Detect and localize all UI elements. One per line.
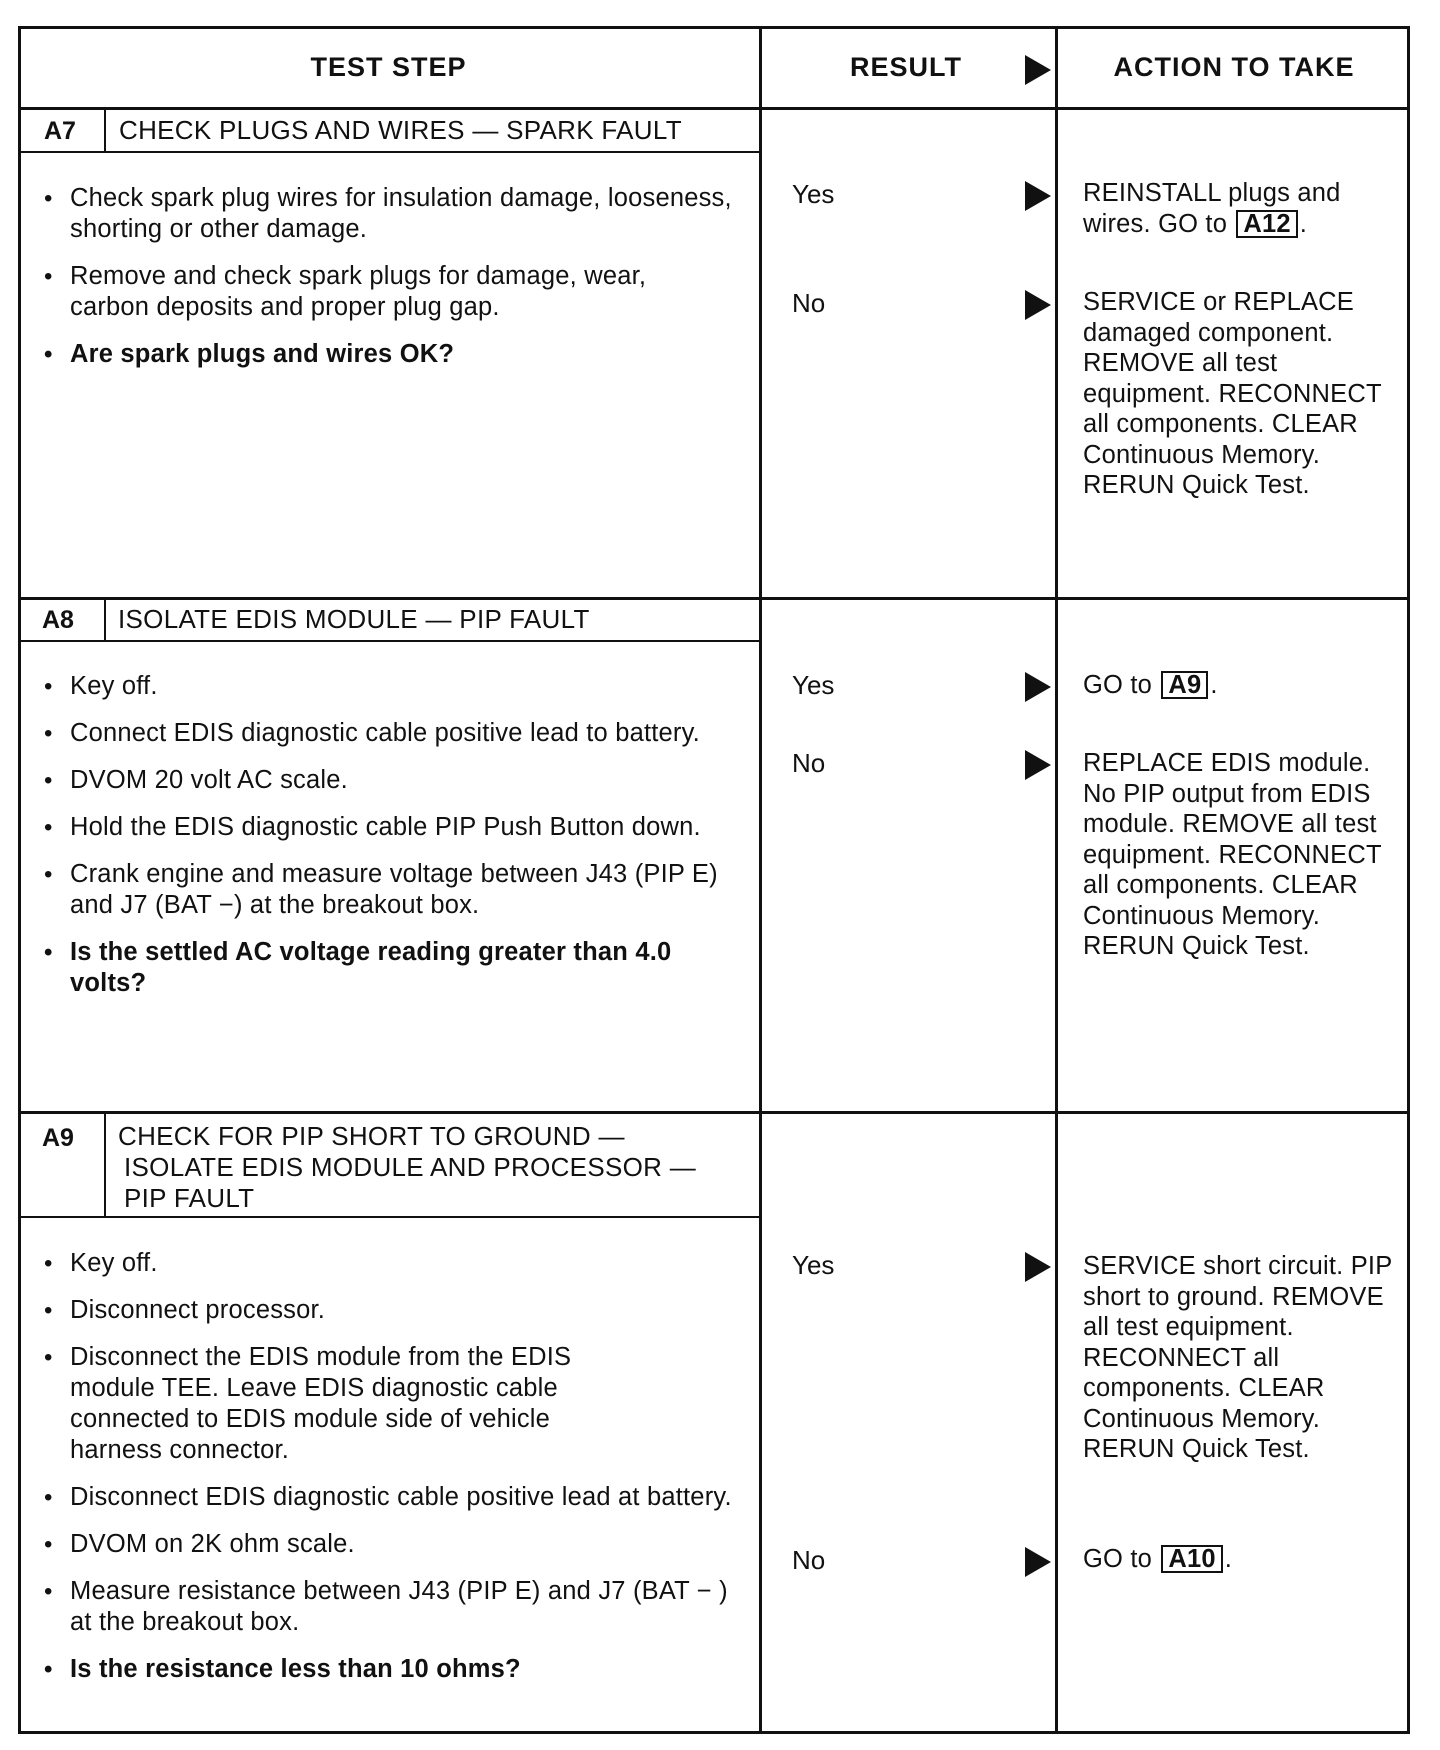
arrow-icon xyxy=(1025,1252,1051,1282)
column-divider-action xyxy=(1055,26,1058,1734)
header-result: RESULT xyxy=(850,51,962,82)
action-no: SERVICE or REPLACE damaged component. REMOVE all test equipment. RECONNECT all components. CLEAR Continuous Memory. RERUN Quick Test. xyxy=(1083,288,1382,499)
action-yes: SERVICE short circuit. PIP short to ground. REMOVE all test equipment. RECONNECT all components. CLEAR Continuous Memory. RERUN Quick Test. xyxy=(1083,1252,1392,1463)
step-title-line: PIP FAULT xyxy=(124,1183,255,1213)
instruction-item: • Crank engine and measure voltage between J43 (PIP E) and J7 (BAT −) at the breakout box. xyxy=(42,859,732,921)
action-yes xyxy=(1083,670,1403,701)
step-instructions xyxy=(42,671,732,1015)
step-id: A8 xyxy=(42,606,74,634)
step-title-line: ISOLATE EDIS MODULE AND PROCESSOR — xyxy=(124,1152,697,1182)
arrow-icon xyxy=(1025,290,1051,320)
action-yes xyxy=(1083,178,1403,239)
instruction-item: • DVOM on 2K ohm scale. xyxy=(42,1529,732,1560)
step-title: ISOLATE EDIS MODULE — PIP FAULT xyxy=(118,604,590,634)
result-yes: Yes xyxy=(792,670,835,700)
arrow-icon xyxy=(1025,750,1051,780)
instruction-item: • Measure resistance between J43 (PIP E) and J7 (BAT − ) at the breakout box. xyxy=(42,1576,732,1638)
column-divider-result xyxy=(759,26,762,1734)
step-title: CHECK PLUGS AND WIRES — SPARK FAULT xyxy=(119,115,682,145)
instruction-item: • Key off. xyxy=(42,671,732,702)
row-divider-a9 xyxy=(18,1111,1410,1114)
step-reference-a9[interactable]: A9 xyxy=(1161,671,1208,699)
step-reference-a10[interactable]: A10 xyxy=(1161,1545,1222,1573)
instruction-item: • Key off. xyxy=(42,1248,732,1279)
step-instructions xyxy=(42,1248,732,1701)
instruction-item: • Hold the EDIS diagnostic cable PIP Push Button down. xyxy=(42,812,732,843)
arrow-icon xyxy=(1025,1547,1051,1577)
action-no: REPLACE EDIS module. No PIP output from EDIS module. REMOVE all test equipment. RECONNECT all components. CLEAR Continuous Memory. RERUN Quick Test. xyxy=(1083,749,1382,960)
step-title-underline xyxy=(18,1216,759,1218)
step-question: • Is the settled AC voltage reading greater than 4.0 volts? xyxy=(42,937,732,999)
step-title-underline xyxy=(18,151,759,153)
action-text-end: . xyxy=(1224,1545,1233,1573)
instruction-item: • Check spark plug wires for insulation damage, looseness, shorting or other damage. xyxy=(42,183,732,245)
arrow-icon xyxy=(1025,181,1051,211)
result-yes: Yes xyxy=(792,179,835,209)
result-yes: Yes xyxy=(792,1250,835,1280)
action-text-end: . xyxy=(1299,209,1308,238)
instruction-item: • Disconnect the EDIS module from the EDIS module TEE. Leave EDIS diagnostic cable connected to EDIS module side of vehicle harness connector. xyxy=(42,1342,732,1466)
step-id-divider xyxy=(104,599,106,641)
instruction-item: • Disconnect processor. xyxy=(42,1295,732,1326)
step-id: A9 xyxy=(42,1124,74,1152)
action-text: GO to xyxy=(1083,1545,1153,1573)
step-question: • Are spark plugs and wires OK? xyxy=(42,339,732,370)
instruction-item: • Remove and check spark plugs for damage, wear, carbon deposits and proper plug gap. xyxy=(42,261,732,323)
result-no: No xyxy=(792,748,826,778)
action-no xyxy=(1083,1544,1403,1575)
step-instructions xyxy=(42,183,732,386)
header-action: ACTION TO TAKE xyxy=(1113,51,1355,82)
step-title xyxy=(118,1121,696,1214)
action-text: REINSTALL plugs and wires. GO to xyxy=(1083,179,1341,238)
step-reference-a12[interactable]: A12 xyxy=(1236,210,1297,238)
action-text: GO to xyxy=(1083,671,1153,699)
arrow-icon xyxy=(1025,672,1051,702)
arrow-icon xyxy=(1025,55,1051,85)
step-title-underline xyxy=(18,640,759,642)
header-test-step: TEST STEP xyxy=(310,51,467,82)
step-id-divider xyxy=(104,1113,106,1217)
row-divider-a8 xyxy=(18,597,1410,600)
instruction-item: • DVOM 20 volt AC scale. xyxy=(42,765,732,796)
step-question: • Is the resistance less than 10 ohms? xyxy=(42,1654,732,1685)
step-id: A7 xyxy=(44,117,76,145)
instruction-item: • Disconnect EDIS diagnostic cable positive lead at battery. xyxy=(42,1482,732,1513)
step-id-divider xyxy=(104,109,106,152)
step-title-line: CHECK FOR PIP SHORT TO GROUND — xyxy=(118,1121,625,1151)
result-no: No xyxy=(792,1545,826,1575)
action-text-end: . xyxy=(1210,671,1218,699)
instruction-item: • Connect EDIS diagnostic cable positive lead to battery. xyxy=(42,718,732,749)
result-no: No xyxy=(792,288,826,318)
